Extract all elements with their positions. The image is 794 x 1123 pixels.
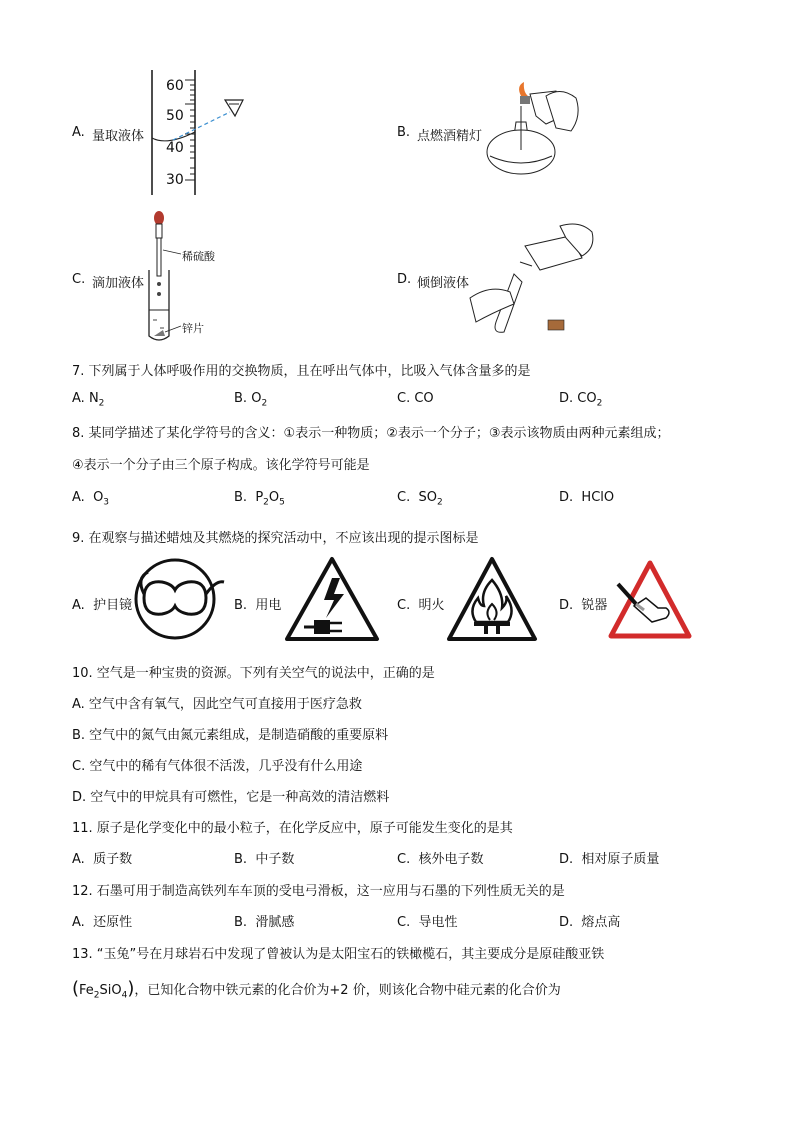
q6-option-b-letter: B. [397, 125, 411, 140]
q13-formula: $Fe_2SiO_4$ [79, 983, 128, 1001]
q6-option-c-text: 滴加液体 [92, 276, 145, 291]
goggles-icon [134, 558, 216, 640]
measuring-cylinder-illustration [145, 70, 255, 200]
q8-option-c: C. $SO_2$ [397, 490, 443, 508]
q8-option-a: A. $O_3$ [72, 490, 110, 508]
q7-option-d: D. $CO_2$ [559, 391, 603, 409]
q6-option-b-text: 点燃酒精灯 [417, 129, 483, 144]
electricity-warning-icon [284, 556, 380, 642]
cylinder-tick-50: 50 [166, 108, 184, 124]
cylinder-tick-40: 40 [166, 140, 184, 156]
q7-option-b: B. $O_2$ [234, 391, 268, 409]
alcohol-lamp-illustration [486, 86, 586, 181]
q6-option-d-text: 倾倒液体 [417, 276, 470, 291]
q10-option-d: D. 空气中的甲烷具有可燃性，它是一种高效的清洁燃料 [72, 790, 390, 805]
q7-option-c: C. CO [397, 391, 434, 406]
q13-stem-line2: $(Fe_2SiO_4)$，已知化合物中铁元素的化合价为+2 价，则该化合物中硅元素的化合价为 [72, 978, 561, 1001]
q8-option-b: B. $P_2O_5$ [234, 490, 285, 508]
q12-stem: 12. 石墨可用于制造高铁列车车顶的受电弓滑板，这一应用与石墨的下列性质无关的是 [72, 884, 565, 899]
q6-option-a-text: 量取液体 [92, 129, 145, 144]
q9-stem: 9. 在观察与描述蜡烛及其燃烧的探究活动中，不应该出现的提示图标是 [72, 531, 479, 546]
dropper-test-tube-illustration [145, 210, 185, 345]
q12-option-b: B. 滑腻感 [234, 915, 295, 930]
q13-stem-line1: 13. “玉兔”号在月球岩石中发现了曾被认为是太阳宝石的铁橄榄石，其主要成分是原硅酸亚铁 [72, 947, 605, 962]
q9-option-c: C. 明火 [397, 598, 445, 613]
pouring-liquid-illustration [470, 222, 600, 337]
q9-option-d: D. 锐器 [559, 598, 608, 613]
q12-option-d: D. 熔点高 [559, 915, 621, 930]
q8-stem-line1: 8. 某同学描述了某化学符号的含义：①表示一种物质；②表示一个分子；③表示该物质由两种元素组成； [72, 426, 670, 441]
q11-stem: 11. 原子是化学变化中的最小粒子，在化学反应中，原子可能发生变化的是其 [72, 821, 513, 836]
q10-stem: 10. 空气是一种宝贵的资源。下列有关空气的说法中，正确的是 [72, 666, 435, 681]
q6-option-d-letter: D. [397, 272, 412, 287]
q9-option-a: A. 护目镜 [72, 598, 133, 613]
cylinder-tick-60: 60 [166, 78, 184, 94]
q8-option-d: D. HClO [559, 490, 615, 505]
q8-stem-line2: ④表示一个分子由三个原子构成。该化学符号可能是 [72, 458, 370, 473]
q9-option-b: B. 用电 [234, 598, 282, 613]
q12-option-a: A. 还原性 [72, 915, 133, 930]
dilute-sulfuric-acid-label: 稀硫酸 [182, 250, 215, 263]
q11-option-c: C. 核外电子数 [397, 852, 484, 867]
q10-option-b: B. 空气中的氮气由氮元素组成，是制造硝酸的重要原料 [72, 728, 389, 743]
zinc-sheet-label: 锌片 [182, 322, 204, 335]
q6-option-c-letter: C. [72, 272, 86, 287]
q7-option-a: A. $N_2$ [72, 391, 105, 409]
q11-option-a: A. 质子数 [72, 852, 133, 867]
q7-stem: 7. 下列属于人体呼吸作用的交换物质，且在呼出气体中，比吸入气体含量多的是 [72, 364, 531, 379]
q10-option-a: A. 空气中含有氧气，因此空气可直接用于医疗急救 [72, 697, 362, 712]
q12-option-c: C. 导电性 [397, 915, 458, 930]
q11-option-d: D. 相对原子质量 [559, 852, 660, 867]
q11-option-b: B. 中子数 [234, 852, 295, 867]
cylinder-tick-30: 30 [166, 172, 184, 188]
q10-option-c: C. 空气中的稀有气体很不活泼，几乎没有什么用途 [72, 759, 363, 774]
open-flame-warning-icon [446, 556, 538, 642]
q6-option-a-letter: A. [72, 125, 85, 140]
sharp-object-warning-icon [608, 560, 692, 640]
